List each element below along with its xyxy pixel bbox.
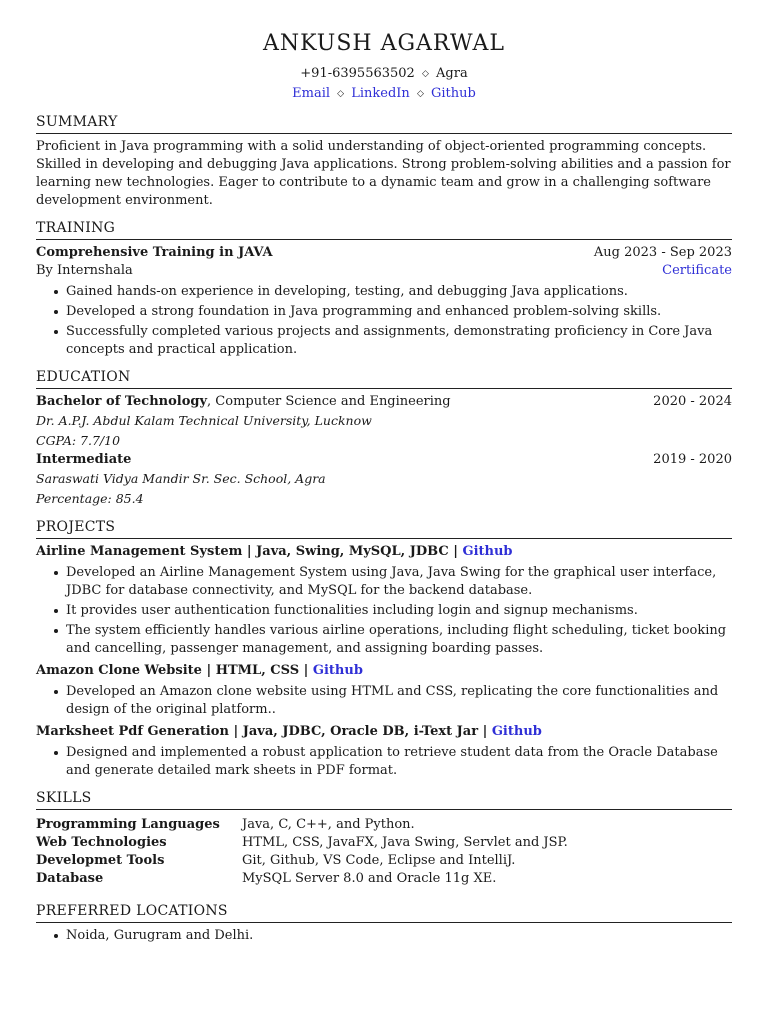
- degree-line: [36, 393, 451, 411]
- project-name: Airline Management System | Java, Swing, MySQL, JDBC |: [36, 544, 463, 559]
- training-header-row: [36, 244, 732, 262]
- skills-section: [36, 789, 732, 888]
- diamond-separator-icon: ◇: [421, 69, 429, 79]
- github-link[interactable]: Github: [431, 86, 476, 101]
- summary-section: [36, 113, 732, 210]
- email-link[interactable]: Email: [292, 86, 331, 101]
- section-title: PREFERRED LOCATIONS: [36, 902, 732, 923]
- project-bullets: [36, 564, 732, 658]
- links-line: [36, 84, 732, 104]
- list-item: Developed an Amazon clone website using HTML and CSS, replicating the core functionalities and design of the original platform..: [66, 683, 732, 719]
- education-entry: [36, 451, 732, 509]
- education-dates: 2020 - 2024: [653, 394, 732, 409]
- linkedin-link[interactable]: LinkedIn: [351, 86, 410, 101]
- skill-values: Git, Github, VS Code, Eclipse and IntelliJ.: [242, 853, 516, 868]
- section-title: TRAINING: [36, 219, 732, 240]
- list-item: It provides user authentication functionalities including login and signup mechanisms.: [66, 602, 732, 620]
- certificate-link[interactable]: Certificate: [662, 263, 732, 278]
- skill-category: Web Technologies: [36, 835, 167, 850]
- project-title: [36, 662, 732, 680]
- training-course: Comprehensive Training in JAVA: [36, 245, 273, 260]
- education-dates: 2019 - 2020: [653, 452, 732, 467]
- candidate-name: ANKUSH AGARWAL: [262, 31, 506, 56]
- skill-category: Database: [36, 871, 104, 886]
- degree-line: [36, 451, 131, 469]
- resume-page: [36, 30, 732, 947]
- project-github-link[interactable]: Github: [491, 724, 542, 739]
- section-title: SKILLS: [36, 789, 732, 810]
- list-item: Developed a strong foundation in Java programming and enhanced problem-solving skills.: [66, 303, 732, 321]
- section-title: PROJECTS: [36, 518, 732, 539]
- training-dates: Aug 2023 - Sep 2023: [593, 245, 732, 260]
- skills-table: [36, 816, 732, 888]
- list-item: The system efficiently handles various airline operations, including flight scheduling, ticket booking and cancelling, passenger management, and assigning boarding passes.: [66, 622, 732, 658]
- training-provider: By Internshala: [36, 263, 133, 278]
- list-item: Successfully completed various projects and assignments, demonstrating proficiency in Core Java concepts and practical application.: [66, 323, 732, 359]
- locations-section: [36, 902, 732, 945]
- diamond-separator-icon: ◇: [416, 89, 424, 99]
- degree-name: Intermediate: [36, 452, 132, 467]
- education-header-row: [36, 393, 732, 411]
- project-name: Marksheet Pdf Generation | Java, JDBC, Oracle DB, i-Text Jar |: [36, 724, 492, 739]
- skill-values: MySQL Server 8.0 and Oracle 11g XE.: [242, 871, 497, 886]
- project-entry: [36, 662, 732, 719]
- project-bullets: [36, 683, 732, 719]
- project-entry: [36, 543, 732, 658]
- institution: Dr. A.P.J. Abdul Kalam Technical University, Lucknow: [36, 413, 372, 428]
- degree-name: Bachelor of Technology: [36, 394, 208, 409]
- location-bullets: [36, 927, 732, 945]
- section-title: EDUCATION: [36, 368, 732, 389]
- location: Agra: [436, 66, 468, 81]
- list-item: Designed and implemented a robust application to retrieve student data from the Oracle Database and generate detailed mark sheets in PDF format.: [66, 744, 732, 780]
- section-title: SUMMARY: [36, 113, 732, 134]
- project-title: [36, 723, 732, 741]
- diamond-separator-icon: ◇: [337, 89, 345, 99]
- project-bullets: [36, 744, 732, 780]
- summary-text: Proficient in Java programming with a solid understanding of object-oriented programming concepts. Skilled in developing and debugging Java applications. Strong problem-solving abilities and a passion for learning new technologies. Eager to contribute to a dynamic team and grow in a challenging software development environment.: [36, 139, 731, 208]
- list-item: Developed an Airline Management System using Java, Java Swing for the graphical user interface, JDBC for database connectivity, and MySQL for the backend database.: [66, 564, 732, 600]
- education-section: [36, 368, 732, 509]
- list-item: Gained hands-on experience in developing, testing, and debugging Java applications.: [66, 283, 732, 301]
- score: Percentage: 85.4: [36, 491, 144, 506]
- projects-section: [36, 518, 732, 780]
- education-entry: [36, 393, 732, 451]
- project-github-link[interactable]: Github: [462, 544, 513, 559]
- skill-category: Programming Languages: [36, 817, 220, 832]
- contact-line: [36, 64, 732, 84]
- degree-field: , Computer Science and Engineering: [207, 394, 451, 409]
- training-section: [36, 219, 732, 359]
- project-title: [36, 543, 732, 561]
- project-entry: [36, 723, 732, 780]
- education-header-row: [36, 451, 732, 469]
- institution: Saraswati Vidya Mandir Sr. Sec. School, Agra: [36, 471, 326, 486]
- project-github-link[interactable]: Github: [312, 663, 363, 678]
- training-bullets: [36, 283, 732, 359]
- list-item: Noida, Gurugram and Delhi.: [66, 927, 732, 945]
- training-provider-row: [36, 262, 732, 280]
- project-name: Amazon Clone Website | HTML, CSS |: [36, 663, 313, 678]
- skill-category: Developmet Tools: [36, 853, 165, 868]
- skill-values: Java, C, C++, and Python.: [242, 817, 415, 832]
- skill-values: HTML, CSS, JavaFX, Java Swing, Servlet and JSP.: [242, 835, 568, 850]
- score: CGPA: 7.7/10: [36, 433, 121, 448]
- phone-number: +91-6395563502: [300, 66, 415, 81]
